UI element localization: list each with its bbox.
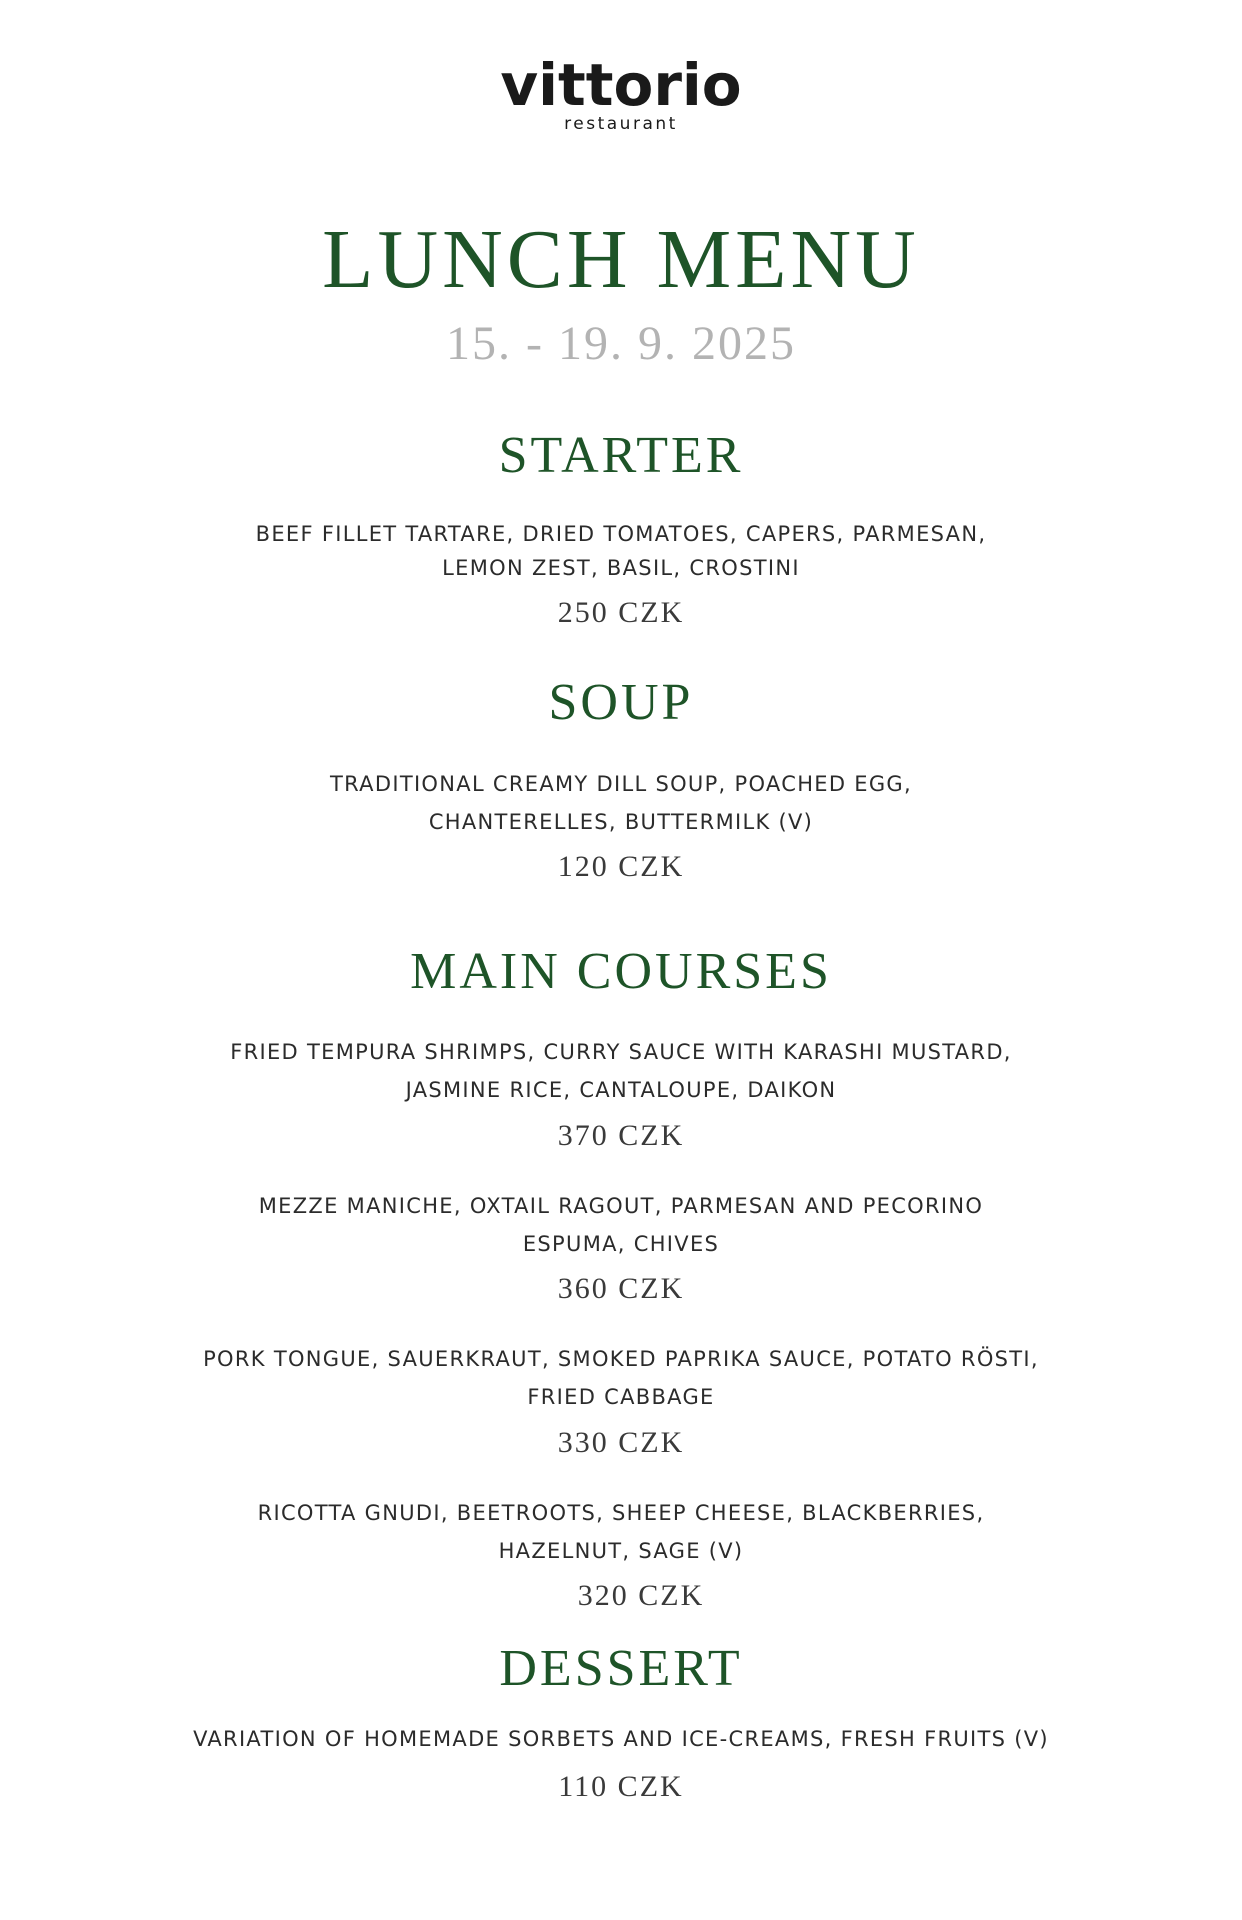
menu-item-price: 330 CZK [557, 1426, 685, 1459]
menu-item-description [100, 1033, 1142, 1109]
menu-item-price: 250 CZK [557, 596, 685, 629]
description-line: HAZELNUT, SAGE (V) [498, 1539, 744, 1563]
menu-item-price: 320 CZK [577, 1579, 705, 1612]
section-heading-soup: SOUP [548, 674, 694, 731]
menu-item-description [100, 765, 1142, 841]
section-heading-dessert: DESSERT [499, 1640, 743, 1697]
section-heading-main-courses: MAIN COURSES [410, 943, 832, 1000]
menu-item-description [100, 1187, 1142, 1263]
logo-name: vittorio [500, 51, 742, 119]
description-line: TRADITIONAL CREAMY DILL SOUP, POACHED EGG, [330, 772, 912, 796]
restaurant-logo [0, 52, 1242, 134]
logo-subtitle: restaurant [564, 114, 678, 134]
description-line: MEZZE MANICHE, OXTAIL RAGOUT, PARMESAN AND PECORINO [258, 1194, 984, 1218]
menu-item-price: 370 CZK [557, 1119, 685, 1152]
menu-item-description [100, 1340, 1142, 1416]
description-line: PORK TONGUE, SAUERKRAUT, SMOKED PAPRIKA SAUCE, POTATO RÖSTI, [203, 1347, 1039, 1371]
menu-item-price: 110 CZK [558, 1770, 684, 1803]
menu-item-description [100, 515, 1142, 583]
menu-item-description [60, 1720, 1182, 1758]
menu-item-description [100, 1494, 1142, 1570]
description-line: VARIATION OF HOMEMADE SORBETS AND ICE-CREAMS, FRESH FRUITS (V) [193, 1727, 1049, 1751]
description-line: RICOTTA GNUDI, BEETROOTS, SHEEP CHEESE, BLACKBERRIES, [257, 1501, 985, 1525]
description-line: FRIED TEMPURA SHRIMPS, CURRY SAUCE WITH KARASHI MUSTARD, [230, 1040, 1012, 1064]
description-line: BEEF FILLET TARTARE, DRIED TOMATOES, CAPERS, PARMESAN, [255, 522, 987, 546]
description-line: CHANTERELLES, BUTTERMILK (V) [428, 810, 814, 834]
description-line: ESPUMA, CHIVES [522, 1232, 720, 1256]
menu-title: LUNCH MENU [322, 213, 920, 306]
menu-date: 15. - 19. 9. 2025 [446, 317, 796, 370]
description-line: LEMON ZEST, BASIL, CROSTINI [442, 556, 800, 580]
description-line: JASMINE RICE, CANTALOUPE, DAIKON [405, 1078, 837, 1102]
section-heading-starter: STARTER [498, 427, 744, 484]
menu-item-price: 120 CZK [557, 850, 685, 883]
description-line: FRIED CABBAGE [527, 1385, 715, 1409]
menu-item-price: 360 CZK [557, 1272, 685, 1305]
